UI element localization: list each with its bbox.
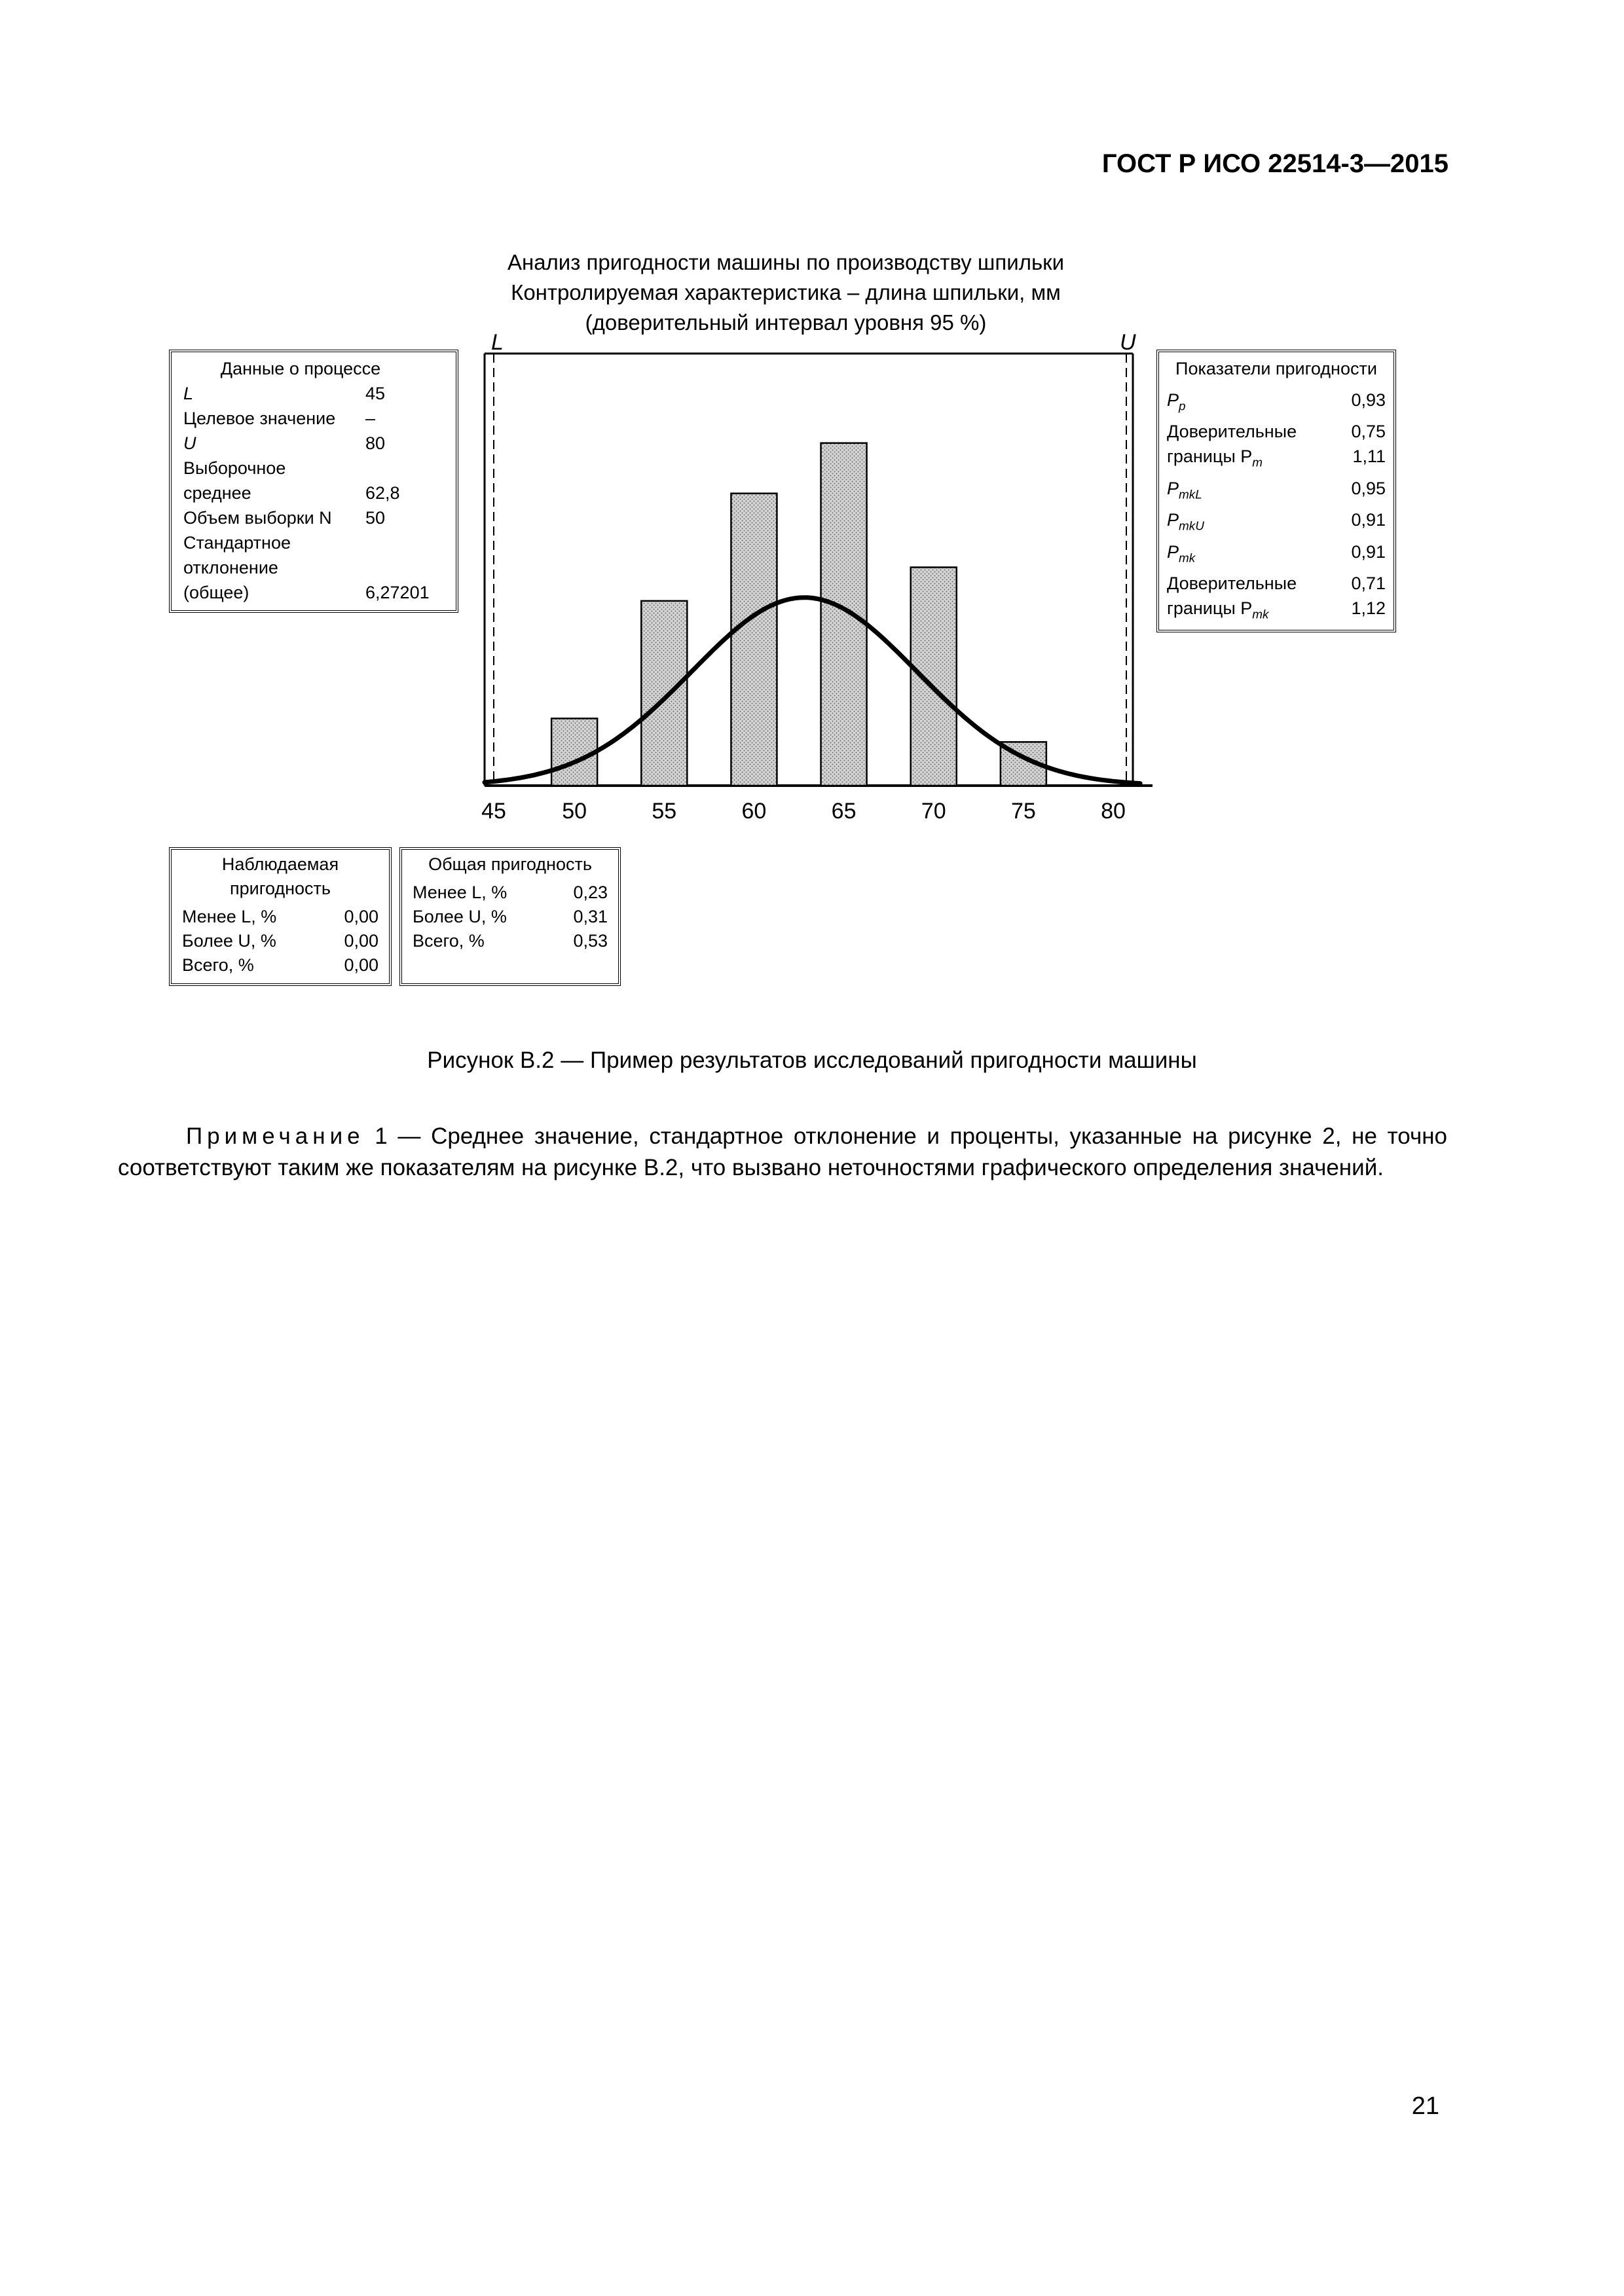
overall-title: Общая пригодность — [428, 854, 592, 874]
lower-limit-label: L — [491, 330, 504, 355]
document-header: ГОСТ Р ИСО 22514-3—2015 — [1101, 149, 1449, 178]
capability-title: Показатели пригодности — [1175, 359, 1377, 378]
capability-row: границы $P_{mk}$ 1,12 — [1167, 598, 1386, 622]
chart-title — [458, 247, 1113, 338]
process-row: L 45 — [183, 384, 386, 403]
process-row: среднее 62,8 — [183, 483, 400, 503]
note-text: 1 — Среднее значение, стандартное отклонение и проценты, указанные на рисунке 2, не точно соответствуют таким же показателям на рисунке В.2, что вызвано неточностями графического определения значений. — [118, 1123, 1447, 1180]
x-tick-label: 55 — [652, 799, 677, 824]
capability-row: $P_{mk}$ 0,91 — [1167, 541, 1386, 565]
observed-row: Более U, % 0,00 — [182, 931, 378, 951]
chart-title-line-1: Анализ пригодности машины по производству шпильки — [507, 250, 1065, 274]
note-label: Примечание — [186, 1123, 365, 1149]
chart-title-line-2: Контролируемая характеристика – длина шпильки, мм — [511, 280, 1061, 304]
process-row: Стандартное — [183, 533, 291, 553]
process-row: отклонение — [183, 558, 278, 577]
overall-row: Более U, % 0,31 — [413, 907, 608, 926]
capability-row: границы $P_m$ 1,11 — [1167, 446, 1386, 470]
x-tick-label: 65 — [831, 799, 857, 824]
process-row: Объем выборки N 50 — [183, 508, 386, 528]
histogram-bar — [731, 494, 777, 786]
x-tick-label: 80 — [1101, 799, 1126, 824]
process-row: Целевое значение – — [183, 409, 376, 428]
capability-row: Доверительные 0,71 — [1167, 573, 1386, 593]
capability-row: Доверительные 0,75 — [1167, 422, 1386, 442]
page-number: 21 — [1411, 2092, 1439, 2120]
histogram-bar — [641, 601, 687, 786]
histogram-chart — [458, 327, 1166, 838]
overall-capability-box — [399, 847, 621, 986]
histogram-bar — [821, 443, 867, 786]
process-data-box — [169, 350, 458, 613]
note-paragraph — [118, 1121, 1447, 1184]
x-tick-label: 50 — [562, 799, 587, 824]
observed-row: Всего, % 0,00 — [182, 955, 378, 975]
process-row: (общее) 6,27201 — [183, 583, 430, 602]
figure-caption: Рисунок В.2 — Пример результатов исследований пригодности машины — [427, 1048, 1197, 1073]
x-tick-label: 45 — [481, 799, 506, 824]
chart-title-line-3: (доверительный интервал уровня 95 %) — [585, 310, 987, 335]
histogram-bar — [911, 568, 957, 786]
process-data-title: Данные о процессе — [220, 359, 381, 378]
process-row: U 80 — [183, 433, 386, 453]
overall-row: Всего, % 0,53 — [413, 931, 608, 951]
x-tick-label: 60 — [741, 799, 767, 824]
x-tick-label: 70 — [921, 799, 946, 824]
observed-capability-box — [169, 847, 392, 986]
capability-row: $P_{mkL}$ 0,95 — [1167, 478, 1386, 502]
process-row: Выборочное — [183, 458, 286, 478]
overall-row: Менее L, % 0,23 — [413, 883, 608, 902]
x-tick-label: 75 — [1010, 799, 1036, 824]
capability-row: $P_{mkU}$ 0,91 — [1167, 510, 1386, 534]
upper-limit-label: U — [1120, 330, 1136, 355]
capability-box — [1156, 350, 1396, 632]
capability-row: $P_p$ 0,93 — [1167, 390, 1386, 414]
observed-row: Менее L, % 0,00 — [182, 907, 378, 926]
observed-title: Наблюдаемая пригодность — [221, 854, 339, 898]
